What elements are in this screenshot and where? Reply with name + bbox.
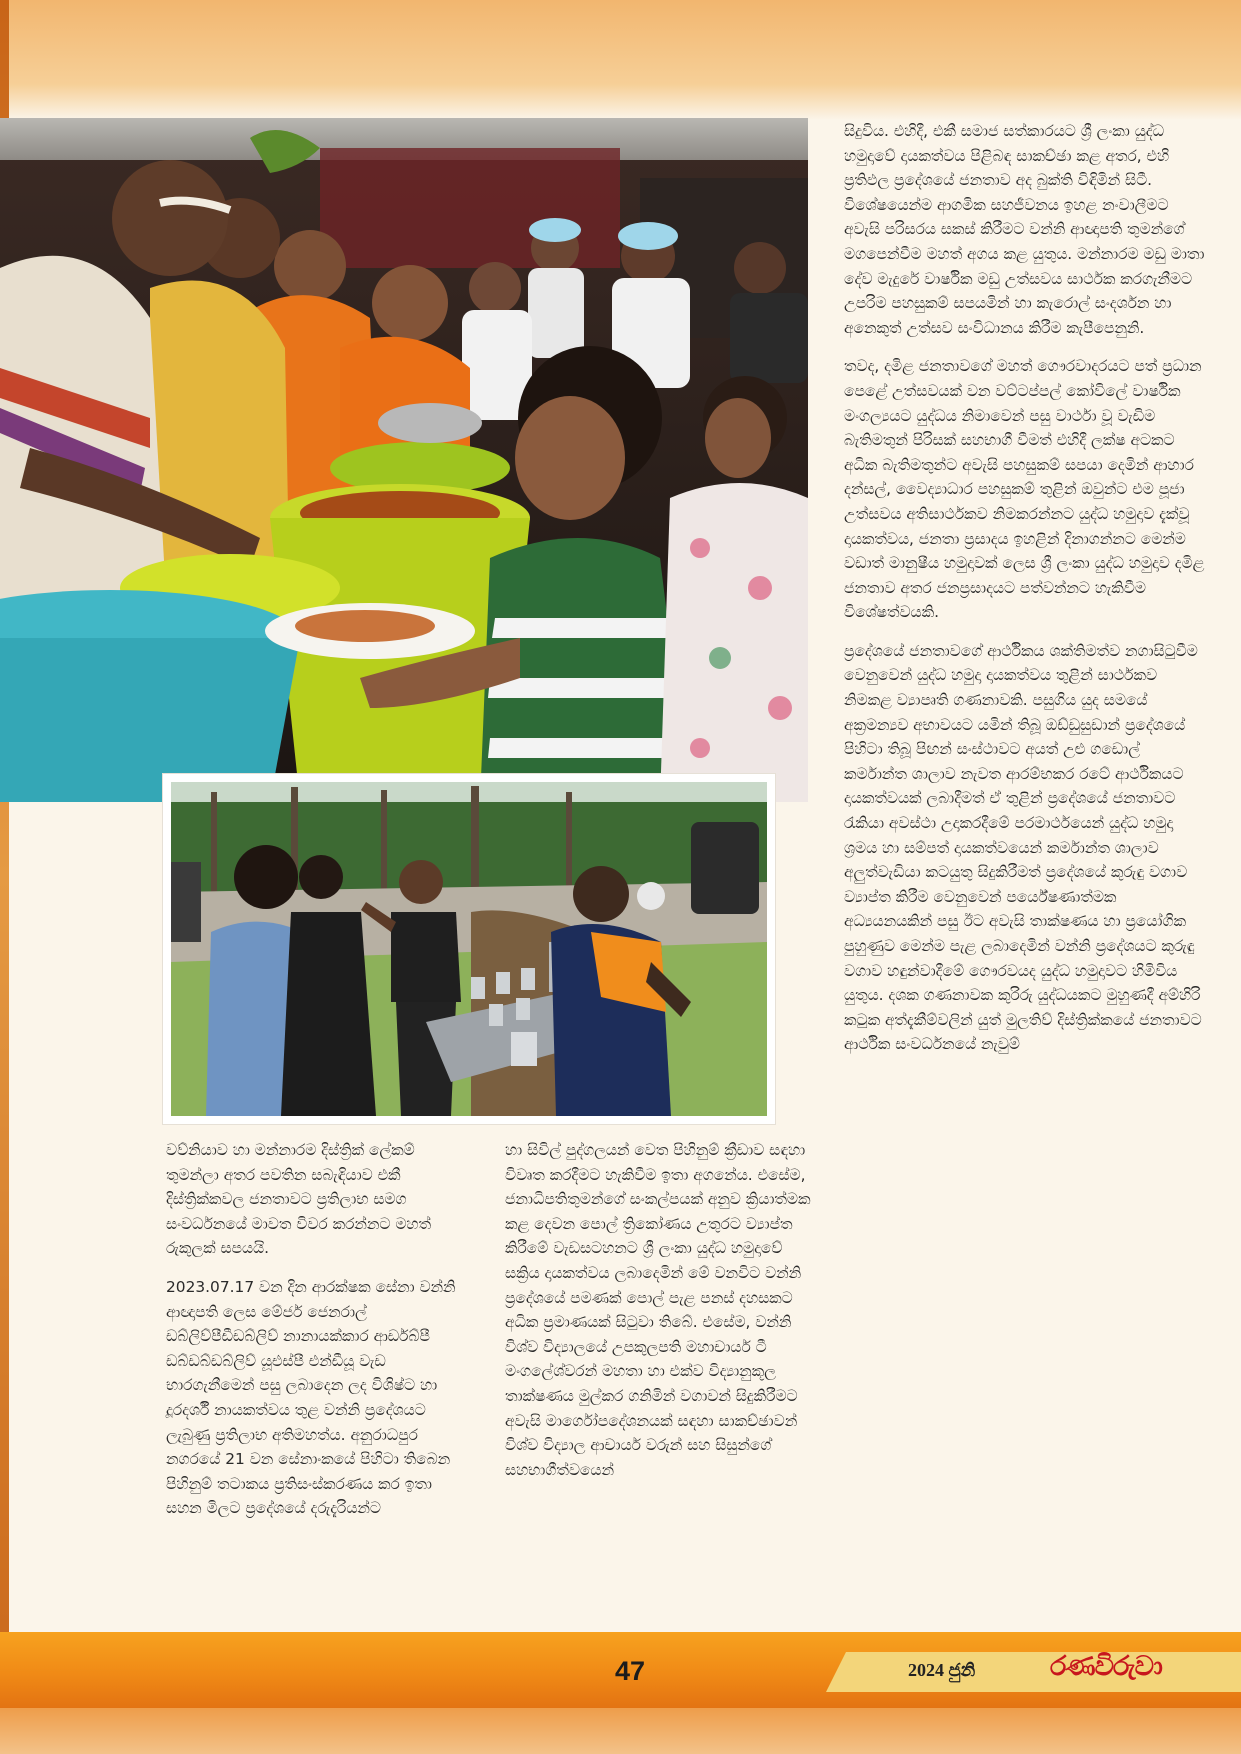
- article-paragraph: ප්‍රදේශයේ ජනතාවගේ ආර්ථිකය ශක්තිමත්ව නගාසිටුවීම වෙනුවෙන් යුද්ධ හමුදා දායකත්වය තුළින් සාර්ථකව නිමකළ ව්‍යාපෘති ගණනාවකි. පසුගිය යුද සමයේ අක්‍රමන්‍යව අභාවයට යමින් තිබූ ඔඩ්ඩුසුඩාන් ප්‍රදේශයේ පිහිටා තිබූ පිඟන් සංස්ථාවට අයත් උළු ගඩොල් කර්මාන්ත ශාලාව නැවත ආරම්භකර රටේ ආර්ථිකයට දායකත්වයක් ලබාදීමත් ඒ තුළින් ප්‍රදේශයේ ජනතාවට රැකියා අවස්ථා උදාකරදීමේ පරමාර්ථයෙන් යුද්ධ හමුදා ශ්‍රමය හා සම්පත් දායකත්වයෙන් කර්මාන්ත ශාලාව අලුත්වැඩියා කටයුතු සිදුකිරීමත් ප්‍රදේශයේ කුරුඳු වගාව ව්‍යාප්ත කිරීම වෙනුවෙන් පර්යේෂණාත්මක අධ්‍යයනයකින් පසු ඊට අවැසි තාක්ෂණය හා ප්‍රයෝගික පුහුණුව මෙන්ම පැළ ලබාදෙමින් වන්නි ප්‍රදේශයට කුරුඳු වගාව හඳුන්වාදීමේ ගෞරවයද යුද්ධ හමුදාවට හිමිවිය යුතුය. දශක ගණනාවක කුරිරු යුද්ධයකට මුහුණදී අම්හිරි කටුක අත්දැකීම්වලින් යුත් මුලතිව් දිස්ත්‍රික්කයේ ජනතාවට ආර්ථික සංවර්ධනයේ නැවුම්: [844, 641, 1202, 1054]
- main-photo: [0, 118, 808, 802]
- magazine-logo: රණවිරුවා: [1050, 1651, 1162, 1682]
- roadside-photo: [163, 774, 775, 1124]
- article-paragraph: 2023.07.17 වන දින ආරක්ෂක සේනා වන්නි ආඥාපති ලෙස මේජර් ජෙනරාල් ඩබ්ලිව්පීඩීඩබ්ලිව් නානායක්කාර ආර්ඩබ්පී ඩබ්ඩබ්ඩබ්ලිව් යූඑස්පී එන්ඩීයූ වැඩ භාරගැනීමෙන් පසු ලබාදෙන ලද විශිෂ්ට හා දූරදර්ශී නායකත්වය තුළ වන්නි ප්‍රදේශයට ලැබුණු ප්‍රතිලාභ අතිමහත්ය. අනුරාධපුර නගරයේ 21 වන සේනාංකයේ පිහිටා තිබෙන පිහිනුම් තටාකය ප්‍රතිසංස්කරණය කර ඉතා සහන මිලට ප්‍රදේශයේ දරුදැරියන්ට: [166, 1277, 456, 1518]
- top-decor-band: [0, 0, 1241, 120]
- article-column-right: [844, 119, 1206, 1071]
- article-paragraph: හා සිවිල් පුද්ගලයන් වෙත පිහිනුම් ක්‍රීඩාව සඳහා විවෘත කරදීමට හැකිවීම ඉතා අගනේය. එසේම, ජනාධිපතිතුමන්ගේ සංකල්පයක් අනුව ක්‍රියාත්මක කළ දෙවන පොල් ත්‍රිකෝණය උතුරට ව්‍යාප්ත කිරීමේ වැඩසටහනට ශ්‍රී ලංකා යුද්ධ හමුදාවේ සක්‍රිය දායකත්වය ලබාදෙමින් මේ වනවිට වන්නි ප්‍රදේශයේ පමණක් පොල් පැළ පනස් දහසකට අධික ප්‍රමාණයක් සිටුවා තිබේ. එසේම, වන්නි විශ්ව විද්‍යාලයේ උපකුලපති මහාචාර්ය ටී මංගලේශ්වරන් මහතා හා එක්ව විද්‍යානුකූල තාක්ෂණය මුල්කර ගනිමින් වගාවන් සිදුකිරීමට අවැසි මාර්ගෝපදේශනයක් සඳහා සාකච්ඡාවන් විශ්ව විද්‍යාල ආචාර්ය වරුන් සහ සිසුන්ගේ සහභාගීත්වයෙන්: [505, 1141, 811, 1479]
- article-column-left: [166, 1138, 462, 1535]
- article-paragraph: තවද, දමිළ ජනතාවගේ මහත් ගෞරවාදරයට පත් ප්‍රධාන පෙළේ උත්සවයක් වන වට්ටප්පල් කෝවිලේ වාර්ෂික මංගල්‍යයට යුද්ධය නිමාවෙන් පසු වාර්ථා වූ වැඩිම බැතිමතුන් පිරිසක් සහභාගී වීමත් එහිදී ලක්ෂ අටකට අධික බැතිමතුන්ට අවැසි පහසුකම් සපයා දෙමින් ආහාර දන්සල්, වෛද්‍යාධාර පහසුකම් තුළින් ඔවුන්ට එම පූජා උත්සවය අතිසාර්ථකව නිමකරන්නට යුද්ධ හමුදාව දැක්වූ දායකත්වය, ජනතා ප්‍රසාදය ඉහළින් දිනාගන්නට මෙන්ම වඩාත් මානුෂීය හමුදාවක් ලෙස ශ්‍රී ලංකා යුද්ධ හමුදාව දමිළ ජනතාව අතර ජනප්‍රසාදයට පත්වන්නට හැකිවීම විශේෂත්වයකි.: [844, 357, 1205, 622]
- article-paragraph: වව්නියාව හා මන්නාරම දිස්ත්‍රික් ලේකම් තුමන්ලා අතර පවතින සබැඳියාව එකී දිස්ත්‍රික්කවල ජනතාවට ප්‍රතිලාභ සමග සංවර්ධනයේ මාවත විවර කරන්නට මහත් රුකුලක් සපයයි.: [166, 1141, 432, 1258]
- footer-bottom-band: [0, 1708, 1241, 1754]
- footer-tab: [826, 1652, 1241, 1692]
- article-column-middle: [505, 1138, 819, 1496]
- article-paragraph: සිදුවිය. එහිදී, එකී සමාජ සත්කාරයට ශ්‍රී ලංකා යුද්ධ හමුදාවේ දායකත්වය පිළිබඳ සාකච්ඡා කළ අතර, එහි ප්‍රතිඵල ප්‍රදේශයේ ජනතාව අද බුක්ති විඳිමින් සිටී. විශේෂයෙන්ම ආගමික සහජීවනය ඉහළ නංවාලීමට අවැසි පරිසරය සකස් කිරීමට වන්නි ආඥාපති තුමන්ගේ මගපෙන්වීම මහත් අගය කළ යුතුය. මන්නාරම මඩු මාතා දේව මැදුරේ වාර්ෂික මඩු උත්සවය සාර්ථක කරගැනීමට උපරිම පහසුකම් සපයමින් හා කැරොල් සංදර්ශන හා අනෙකුත් උත්සව සංවිධානය කිරීම කැපීපෙනුනි.: [844, 122, 1205, 337]
- issue-date: 2024 ජුනි: [908, 1660, 976, 1680]
- page-number: 47: [614, 1656, 646, 1686]
